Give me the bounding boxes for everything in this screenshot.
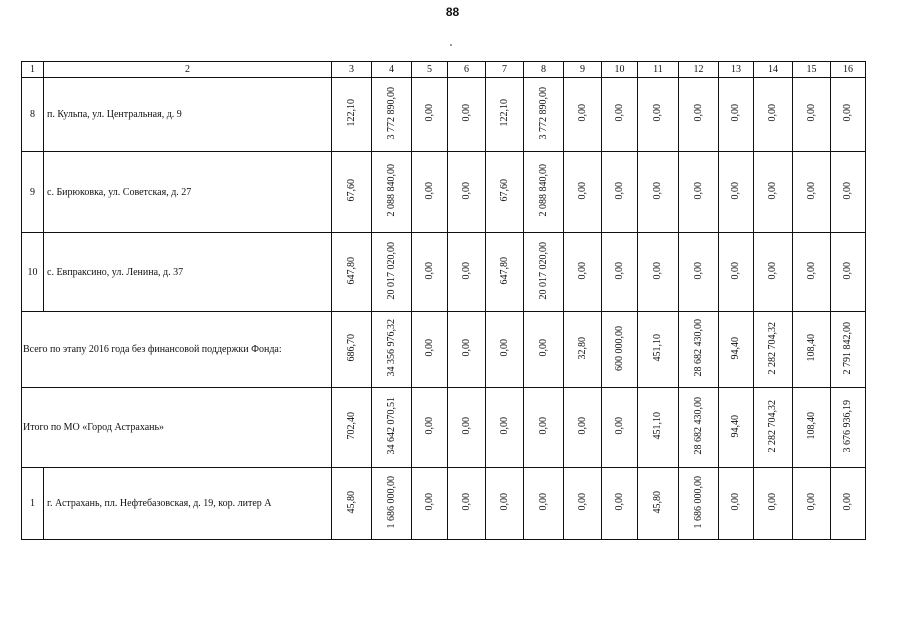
data-table bbox=[21, 61, 866, 540]
value-cell-col-10 bbox=[602, 233, 638, 312]
value-cell-col-13 bbox=[719, 152, 754, 233]
value-text: 0,00 bbox=[460, 104, 472, 122]
value-text: 0,00 bbox=[652, 181, 663, 200]
value-cell-col-16 bbox=[831, 152, 866, 233]
value-text: 0,00 bbox=[423, 104, 435, 122]
value-text: 0,00 bbox=[498, 493, 510, 511]
column-header-3: 3 bbox=[332, 62, 372, 78]
value-cell-col-8 bbox=[524, 388, 564, 468]
value-text: 0,00 bbox=[498, 339, 510, 357]
value-text: 451,10 bbox=[652, 334, 663, 362]
column-header-2: 2 bbox=[44, 62, 332, 78]
value-text: 32,80 bbox=[576, 336, 588, 360]
value-text: 702,40 bbox=[345, 412, 357, 440]
value-text: 2 282 704,32 bbox=[767, 321, 778, 375]
value-cell-col-3 bbox=[332, 78, 372, 152]
value-cell-col-15 bbox=[793, 152, 831, 233]
column-header-10: 10 bbox=[602, 62, 638, 78]
value-cell-col-9 bbox=[564, 152, 602, 233]
value-cell-col-5 bbox=[412, 312, 448, 388]
value-text: 686,70 bbox=[345, 334, 357, 362]
page-number: 88 bbox=[445, 5, 460, 19]
table-row bbox=[22, 152, 866, 233]
value-cell-col-16 bbox=[831, 233, 866, 312]
value-cell-col-9 bbox=[564, 468, 602, 540]
value-text: 2 088 840,00 bbox=[385, 164, 397, 217]
value-cell-col-4 bbox=[372, 78, 412, 152]
value-cell-col-14 bbox=[754, 78, 793, 152]
header-row bbox=[22, 62, 866, 78]
column-header-11: 11 bbox=[638, 62, 679, 78]
value-text: 108,40 bbox=[805, 412, 817, 440]
value-text: 2 791 842,00 bbox=[842, 321, 853, 375]
value-cell-col-16 bbox=[831, 388, 866, 468]
value-cell-col-12 bbox=[679, 468, 719, 540]
value-text: 0,00 bbox=[730, 181, 741, 200]
value-text: 0,00 bbox=[613, 104, 625, 122]
value-text: 0,00 bbox=[576, 181, 588, 200]
value-cell-col-14 bbox=[754, 312, 793, 388]
address-cell: с. Бирюковка, ул. Советская, д. 27 bbox=[44, 152, 332, 233]
value-cell-col-5 bbox=[412, 78, 448, 152]
value-text: 45,80 bbox=[345, 490, 357, 514]
value-text: 122,10 bbox=[498, 99, 510, 127]
column-header-9: 9 bbox=[564, 62, 602, 78]
value-cell-col-4 bbox=[372, 233, 412, 312]
value-text: 45,80 bbox=[652, 490, 663, 514]
value-text: 1 686 000,00 bbox=[692, 475, 704, 529]
value-cell-col-7 bbox=[486, 312, 524, 388]
value-cell-col-16 bbox=[831, 78, 866, 152]
value-cell-col-15 bbox=[793, 388, 831, 468]
value-cell-col-16 bbox=[831, 468, 866, 540]
value-cell-col-4 bbox=[372, 152, 412, 233]
value-text: 0,00 bbox=[767, 104, 778, 122]
value-text: 0,00 bbox=[805, 493, 817, 511]
value-text: 0,00 bbox=[842, 181, 853, 200]
value-text: 600 000,00 bbox=[613, 325, 625, 371]
value-text: 0,00 bbox=[460, 181, 472, 200]
value-text: 3 676 936,19 bbox=[842, 399, 853, 453]
summary-row bbox=[22, 312, 866, 388]
table-row bbox=[22, 233, 866, 312]
value-text: 0,00 bbox=[576, 417, 588, 435]
column-header-6: 6 bbox=[448, 62, 486, 78]
value-text: 94,40 bbox=[730, 414, 741, 438]
value-cell-col-15 bbox=[793, 233, 831, 312]
value-cell-col-7 bbox=[486, 468, 524, 540]
value-text: 34 356 976,32 bbox=[385, 319, 397, 377]
value-text: 0,00 bbox=[730, 493, 741, 511]
value-cell-col-9 bbox=[564, 233, 602, 312]
value-cell-col-11 bbox=[638, 152, 679, 233]
value-text: 0,00 bbox=[767, 493, 778, 511]
value-text: 0,00 bbox=[423, 493, 435, 511]
column-header-5: 5 bbox=[412, 62, 448, 78]
value-cell-col-13 bbox=[719, 233, 754, 312]
value-cell-col-4 bbox=[372, 468, 412, 540]
value-cell-col-14 bbox=[754, 233, 793, 312]
value-cell-col-14 bbox=[754, 152, 793, 233]
value-cell-col-15 bbox=[793, 468, 831, 540]
column-header-1: 1 bbox=[22, 62, 44, 78]
value-text: 451,10 bbox=[652, 412, 663, 440]
value-cell-col-8 bbox=[524, 233, 564, 312]
value-text: 0,00 bbox=[576, 261, 588, 280]
row-number: 10 bbox=[22, 233, 44, 312]
address-cell: п. Кульпа, ул. Центральная, д. 9 bbox=[44, 78, 332, 152]
value-cell-col-6 bbox=[448, 388, 486, 468]
value-cell-col-8 bbox=[524, 152, 564, 233]
value-cell-col-11 bbox=[638, 468, 679, 540]
value-text: 0,00 bbox=[613, 493, 625, 511]
column-header-16: 16 bbox=[831, 62, 866, 78]
value-text: 0,00 bbox=[576, 493, 588, 511]
value-text: 0,00 bbox=[537, 417, 549, 435]
value-cell-col-10 bbox=[602, 312, 638, 388]
value-cell-col-10 bbox=[602, 152, 638, 233]
value-text: 0,00 bbox=[692, 261, 704, 280]
value-text: 0,00 bbox=[652, 104, 663, 122]
value-text: 647,80 bbox=[498, 256, 510, 285]
value-cell-col-3 bbox=[332, 233, 372, 312]
scan-speck bbox=[450, 44, 452, 46]
value-text: 67,60 bbox=[498, 179, 510, 202]
value-text: 0,00 bbox=[730, 261, 741, 280]
value-text: 0,00 bbox=[423, 417, 435, 435]
value-cell-col-11 bbox=[638, 233, 679, 312]
summary-label: Итого по МО «Город Астрахань» bbox=[22, 388, 332, 468]
value-cell-col-13 bbox=[719, 388, 754, 468]
value-text: 3 772 890,00 bbox=[537, 86, 549, 140]
value-text: 0,00 bbox=[460, 417, 472, 435]
value-cell-col-10 bbox=[602, 78, 638, 152]
value-cell-col-7 bbox=[486, 388, 524, 468]
value-cell-col-12 bbox=[679, 152, 719, 233]
value-cell-col-15 bbox=[793, 312, 831, 388]
value-text: 0,00 bbox=[460, 339, 472, 357]
column-header-4: 4 bbox=[372, 62, 412, 78]
row-number: 1 bbox=[22, 468, 44, 540]
value-cell-col-9 bbox=[564, 78, 602, 152]
value-text: 0,00 bbox=[576, 104, 588, 122]
address-cell: с. Евпраксино, ул. Ленина, д. 37 bbox=[44, 233, 332, 312]
value-text: 20 017 020,00 bbox=[537, 241, 549, 300]
value-text: 0,00 bbox=[842, 261, 853, 280]
value-text: 0,00 bbox=[613, 181, 625, 200]
value-text: 0,00 bbox=[498, 417, 510, 435]
value-cell-col-13 bbox=[719, 468, 754, 540]
value-text: 0,00 bbox=[692, 181, 704, 200]
value-text: 28 682 430,00 bbox=[692, 319, 704, 377]
row-number: 8 bbox=[22, 78, 44, 152]
value-text: 0,00 bbox=[842, 104, 853, 122]
column-header-15: 15 bbox=[793, 62, 831, 78]
value-text: 2 282 704,32 bbox=[767, 399, 778, 453]
value-cell-col-12 bbox=[679, 233, 719, 312]
value-text: 0,00 bbox=[537, 493, 549, 511]
value-text: 0,00 bbox=[767, 261, 778, 280]
value-cell-col-14 bbox=[754, 468, 793, 540]
value-cell-col-3 bbox=[332, 468, 372, 540]
value-text: 0,00 bbox=[460, 261, 472, 280]
value-cell-col-12 bbox=[679, 312, 719, 388]
value-text: 108,40 bbox=[805, 334, 817, 362]
value-text: 0,00 bbox=[842, 493, 853, 511]
value-text: 0,00 bbox=[767, 181, 778, 200]
value-text: 647,80 bbox=[345, 256, 357, 285]
column-header-14: 14 bbox=[754, 62, 793, 78]
value-cell-col-8 bbox=[524, 312, 564, 388]
value-cell-col-7 bbox=[486, 78, 524, 152]
value-cell-col-6 bbox=[448, 152, 486, 233]
value-text: 94,40 bbox=[730, 336, 741, 360]
value-cell-col-10 bbox=[602, 388, 638, 468]
value-cell-col-9 bbox=[564, 388, 602, 468]
column-header-7: 7 bbox=[486, 62, 524, 78]
table-row bbox=[22, 468, 866, 540]
value-text: 0,00 bbox=[652, 261, 663, 280]
column-header-13: 13 bbox=[719, 62, 754, 78]
value-text: 3 772 890,00 bbox=[385, 86, 397, 140]
row-number: 9 bbox=[22, 152, 44, 233]
table-row bbox=[22, 78, 866, 152]
value-cell-col-6 bbox=[448, 78, 486, 152]
value-cell-col-3 bbox=[332, 152, 372, 233]
value-text: 1 686 000,00 bbox=[385, 475, 397, 529]
value-cell-col-5 bbox=[412, 233, 448, 312]
value-cell-col-6 bbox=[448, 233, 486, 312]
value-cell-col-13 bbox=[719, 78, 754, 152]
value-cell-col-8 bbox=[524, 468, 564, 540]
value-cell-col-5 bbox=[412, 468, 448, 540]
value-cell-col-5 bbox=[412, 388, 448, 468]
value-cell-col-12 bbox=[679, 78, 719, 152]
value-cell-col-16 bbox=[831, 312, 866, 388]
value-text: 0,00 bbox=[460, 493, 472, 511]
value-cell-col-15 bbox=[793, 78, 831, 152]
value-cell-col-13 bbox=[719, 312, 754, 388]
value-cell-col-7 bbox=[486, 152, 524, 233]
value-cell-col-11 bbox=[638, 388, 679, 468]
value-text: 28 682 430,00 bbox=[692, 397, 704, 455]
summary-row bbox=[22, 388, 866, 468]
column-header-8: 8 bbox=[524, 62, 564, 78]
value-cell-col-9 bbox=[564, 312, 602, 388]
value-text: 67,60 bbox=[345, 179, 357, 202]
value-cell-col-5 bbox=[412, 152, 448, 233]
address-cell: г. Астрахань, пл. Нефтебазовская, д. 19, кор. литер А bbox=[44, 468, 332, 540]
value-text: 0,00 bbox=[692, 104, 704, 122]
value-text: 0,00 bbox=[613, 417, 625, 435]
value-cell-col-11 bbox=[638, 78, 679, 152]
value-text: 0,00 bbox=[423, 181, 435, 200]
value-text: 20 017 020,00 bbox=[385, 241, 397, 300]
value-cell-col-3 bbox=[332, 312, 372, 388]
value-text: 34 642 070,51 bbox=[385, 397, 397, 455]
value-text: 0,00 bbox=[730, 104, 741, 122]
column-header-12: 12 bbox=[679, 62, 719, 78]
summary-label: Всего по этапу 2016 года без финансовой поддержки Фонда: bbox=[22, 312, 332, 388]
value-cell-col-4 bbox=[372, 312, 412, 388]
value-cell-col-6 bbox=[448, 468, 486, 540]
value-text: 0,00 bbox=[423, 339, 435, 357]
value-text: 0,00 bbox=[613, 261, 625, 280]
value-cell-col-6 bbox=[448, 312, 486, 388]
value-cell-col-8 bbox=[524, 78, 564, 152]
value-cell-col-3 bbox=[332, 388, 372, 468]
value-cell-col-12 bbox=[679, 388, 719, 468]
value-text: 0,00 bbox=[537, 339, 549, 357]
value-cell-col-4 bbox=[372, 388, 412, 468]
value-cell-col-7 bbox=[486, 233, 524, 312]
value-text: 0,00 bbox=[423, 261, 435, 280]
value-text: 0,00 bbox=[805, 261, 817, 280]
value-text: 2 088 840,00 bbox=[537, 164, 549, 217]
value-text: 0,00 bbox=[805, 104, 817, 122]
value-cell-col-11 bbox=[638, 312, 679, 388]
value-cell-col-14 bbox=[754, 388, 793, 468]
value-cell-col-10 bbox=[602, 468, 638, 540]
value-text: 0,00 bbox=[805, 181, 817, 200]
value-text: 122,10 bbox=[345, 99, 357, 127]
